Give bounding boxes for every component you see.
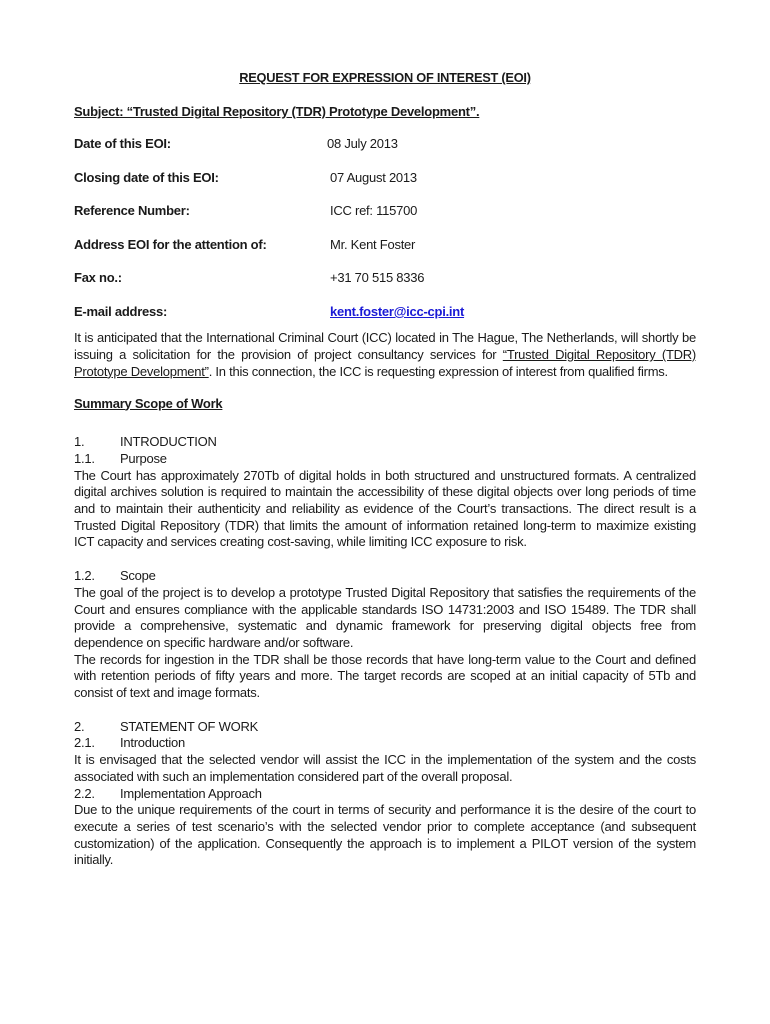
section-title: Introduction	[120, 735, 185, 751]
meta-label: Address EOI for the attention of:	[74, 236, 267, 252]
meta-value: Mr. Kent Foster	[330, 236, 416, 252]
implementation-paragraph: Due to the unique requirements of the court in terms of security and performance it is the desire of the court to execute a series of test scenario’s with the selected vendor prior to complete acceptance (and subsequent customization) of the application. Consequently the approach is to implement a PILOT version of the system initially.	[74, 802, 696, 868]
document-title: REQUEST FOR EXPRESSION OF INTEREST (EOI)	[239, 70, 531, 85]
section-heading-2	[74, 719, 696, 736]
meta-label: Date of this EOI:	[74, 136, 171, 152]
scope-heading: Summary Scope of Work	[74, 395, 223, 411]
meta-row-fax	[74, 270, 696, 304]
meta-value: +31 70 515 8336	[330, 270, 425, 286]
meta-value: ICC ref: 115700	[330, 203, 418, 219]
meta-label: Closing date of this EOI:	[74, 169, 219, 185]
section-title: Scope	[120, 568, 156, 584]
meta-row-attention	[74, 237, 696, 271]
spacer	[74, 551, 696, 568]
section-heading-2-1	[74, 735, 696, 752]
intro-text: It is anticipated that the International Criminal Court (ICC) located in The Hague, The Netherlands, will shortly be issuing a solicitation for the provision of project consultancy services for	[74, 330, 696, 363]
section-heading-1-1	[74, 451, 696, 468]
section-heading-1-2	[74, 568, 696, 585]
section-title: INTRODUCTION	[120, 434, 217, 450]
scope-paragraph-records: The records for ingestion in the TDR shall be those records that have long-term value to the Court and defined with retention periods of fifty years and more. The target records are scoped at an initial capacity of 5Tb and consist of text and image formats.	[74, 651, 696, 701]
meta-label: Fax no.:	[74, 270, 122, 286]
email-link[interactable]: kent.foster@icc-cpi.int	[330, 303, 465, 319]
section-number: 1.1.	[74, 450, 95, 466]
meta-value: 08 July 2013	[327, 136, 398, 152]
section-heading-1	[74, 434, 696, 451]
meta-value	[330, 304, 696, 321]
section-number: 1.	[74, 434, 85, 450]
project-title-link[interactable]: “Trusted Digital Repository (TDR) Prototype Development”	[74, 347, 696, 379]
meta-label: E-mail address:	[74, 303, 168, 319]
spacer	[74, 702, 696, 719]
sow-introduction-paragraph: It is envisaged that the selected vendor will assist the ICC in the implementation of the system and the costs associated with such an implementation considered part of the overall proposal.	[74, 752, 696, 784]
section-number: 2.	[74, 718, 85, 734]
meta-value: 07 August 2013	[330, 169, 417, 185]
scope-paragraph: The goal of the project is to develop a prototype Trusted Digital Repository that satisfies the requirements of the Court and ensures compliance with the applicable standards ISO 14731:2003 and ISO 15489. The TDR shall provide a comprehensive, systematic and dynamic framework for preserving digital objects free from dependence on specific hardware and/or software.	[74, 584, 696, 650]
meta-label: Reference Number:	[74, 203, 190, 219]
subject-line: Subject: “Trusted Digital Repository (TDR) Prototype Development”.	[74, 103, 480, 119]
section-number: 2.1.	[74, 735, 95, 751]
section-heading-2-2	[74, 786, 696, 803]
meta-row-date	[74, 136, 696, 170]
intro-text-end: . In this connection, the ICC is requesting expression of interest from qualified firms.	[208, 363, 668, 379]
section-title: Purpose	[120, 450, 167, 466]
purpose-paragraph: The Court has approximately 270Tb of digital holds in both structured and unstructured formats. A centralized digital archives solution is required to maintain the accessibility of these digital objects over long periods of time and to maintain their authenticity and reliability as evidence of the Court’s transactions. The direct result is a Trusted Digital Repository (TDR) that limits the amount of information retained long-term to maximize existing ICT capacity and services creating cost-saving, while limiting ICC exposure to risk.	[74, 467, 696, 550]
section-title: Implementation Approach	[120, 785, 262, 801]
document-page	[74, 70, 696, 869]
section-title: STATEMENT OF WORK	[120, 718, 259, 734]
meta-row-closing-date	[74, 170, 696, 204]
meta-row-reference	[74, 203, 696, 237]
section-number: 1.2.	[74, 568, 95, 584]
section-number: 2.2.	[74, 785, 95, 801]
intro-paragraph	[74, 330, 696, 380]
